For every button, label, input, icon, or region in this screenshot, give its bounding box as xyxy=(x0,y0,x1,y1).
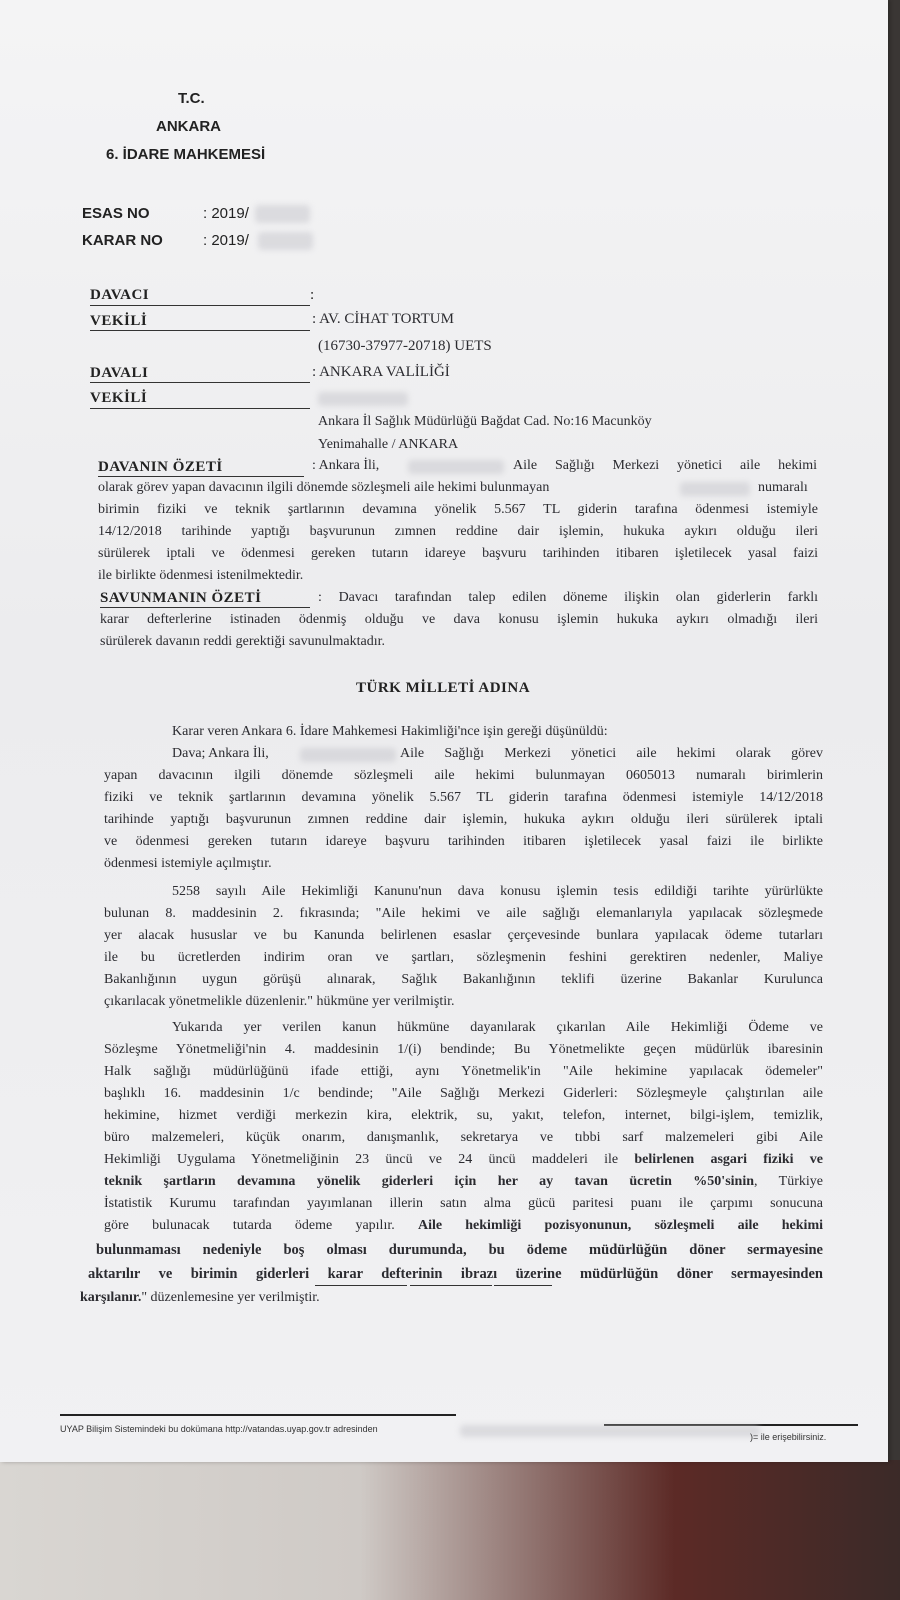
karar-no-label: KARAR NO xyxy=(82,232,163,249)
underline xyxy=(315,1285,407,1286)
bold-text-segment: Aile hekimliği pozisyonunun, sözleşmeli aile hekimi xyxy=(417,1218,823,1233)
header-city: ANKARA xyxy=(156,118,221,135)
background-surface xyxy=(0,1460,900,1600)
decision-text: 5258 sayılı Aile Hekimliği Kanunu'nun dava konusu işlemin tesis edildiği tarihte yürürlükte xyxy=(172,884,823,899)
section-title: TÜRK MİLLETİ ADINA xyxy=(356,680,531,696)
decision-p2-line1 xyxy=(172,884,823,900)
redaction xyxy=(408,460,504,474)
decision-text: büro malzemeleri, küçük onarım, danışmanlık, sekretarya ve tıbbi sarf malzemeleri gibi Aile xyxy=(104,1130,823,1145)
davali-label: DAVALI xyxy=(90,365,149,381)
decision-text: yer alacak hususlar ve bu Kanunda belirlenen esaslar çerçevesinde bunlara yapılacak ödeme tutarları xyxy=(104,928,823,943)
decision-p3-line7 xyxy=(104,1152,823,1168)
decision-text: hekimine, hizmet verdiği merkezin kira, elektrik, su, yakıt, telefon, internet, bilgi-işlem, temizlik, xyxy=(104,1108,823,1123)
davaci-vekili-label: VEKİLİ xyxy=(90,313,148,329)
decision-p2-line2 xyxy=(104,906,823,922)
summary-line-start: : Ankara İli, xyxy=(312,458,380,473)
davanin-ozeti-label: DAVANIN ÖZETİ xyxy=(98,459,223,475)
summary-line-6: ile birlikte ödenmesi istenilmektedir. xyxy=(98,568,304,583)
decision-text: ve ödenmesi gereken tutarın idareye başvuru tarihinden itibaren işletilecek yasal faizi ile birlikte xyxy=(104,834,823,849)
underline xyxy=(90,382,310,383)
summary-text: birimin fiziki ve teknik şartlarının devamına yönelik 5.567 TL giderin tarafına ödenmesi istemiyle xyxy=(98,502,818,517)
decision-p1-line6: ödenmesi istemiyle açılmıştır. xyxy=(104,856,272,871)
defense-line-3: sürülerek davanın reddi gerektiği savunulmaktadır. xyxy=(100,634,385,649)
text-segment: göre bulunacak tutarda ödeme yapılır. xyxy=(104,1218,418,1233)
summary-text: sürülerek iptali ve ödenmesi gereken tutarın idareye başvuru tarihinden itibaren işletilecek yasal faizi xyxy=(98,546,818,561)
bold-text-segment: teknik şartların devamına yönelik giderleri için her ay tavan ücretin %50'sinin xyxy=(104,1174,754,1189)
text-segment: , Türkiye xyxy=(754,1174,823,1189)
decision-text: aktarılır ve birimin giderleri karar defterinin ibrazı üzerine müdürlüğün döner sermayesinden xyxy=(88,1266,823,1282)
decision-text xyxy=(104,1218,823,1234)
decision-p3-line4 xyxy=(104,1086,823,1102)
underline xyxy=(98,476,304,477)
colon: : xyxy=(310,287,315,303)
decision-intro: Karar veren Ankara 6. İdare Mahkemesi Hakimliği'nce işin gereği düşünüldü: xyxy=(172,724,608,739)
summary-line-end xyxy=(513,458,817,474)
summary-line-3 xyxy=(98,502,818,518)
davaci-label: DAVACI xyxy=(90,287,150,303)
text-segment: " düzenlemesine yer verilmiştir. xyxy=(141,1290,320,1305)
defense-text: karar defterlerine istinaden ödenmiş olduğu ve dava konusu işlemin hukuka aykırı olmadığı ileri xyxy=(100,612,818,627)
underline xyxy=(410,1285,492,1286)
redaction xyxy=(258,232,313,250)
decision-p3-line1 xyxy=(172,1020,823,1036)
decision-p3-line6 xyxy=(104,1130,823,1146)
summary-text: Aile Sağlığı Merkezi yönetici aile hekimi xyxy=(513,458,817,473)
davali-address-line1: Ankara İl Sağlık Müdürlüğü Bağdat Cad. No:16 Macunköy xyxy=(318,414,652,429)
decision-p1-start: Dava; Ankara İli, xyxy=(172,746,269,761)
summary-text: 14/12/2018 tarihinde yaptığı başvurunun zımnen reddine dair işlemin, hukuka aykırı olduğu ileri xyxy=(98,524,818,539)
decision-text: fiziki ve teknik şartlarının devamına yönelik 5.567 TL giderin tarafına ödenmesi istemiyle 14/12/2018 xyxy=(104,790,823,805)
decision-p3-line10 xyxy=(104,1218,823,1234)
decision-text: başlıklı 16. maddesinin 1/c bendinde; "Aile Sağlığı Merkezi Giderleri: Sözleşmeyle çalıştırılan aile xyxy=(104,1086,823,1101)
decision-p2-line3 xyxy=(104,928,823,944)
davali-vekili-label: VEKİLİ xyxy=(90,390,148,406)
bold-text-segment: karşılanır. xyxy=(80,1290,142,1305)
text-segment: Hekimliği Uygulama Yönetmeliğinin 23 üncü ve 24 üncü maddeleri ile xyxy=(104,1152,635,1167)
decision-p1-line5 xyxy=(104,834,823,850)
redaction xyxy=(300,748,396,762)
underline xyxy=(90,408,310,409)
redaction xyxy=(460,1425,760,1437)
esas-no-value: : 2019/ xyxy=(203,205,249,222)
decision-p3-line12 xyxy=(88,1266,823,1283)
decision-text: Bakanlığının uygun görüşü alınarak, Sağlık Bakanlığının teklifi üzerine Bakanlar Kurulunca xyxy=(104,972,823,987)
decision-p1-end xyxy=(400,746,823,762)
underline xyxy=(90,330,310,331)
decision-p1-line4 xyxy=(104,812,823,828)
davaci-vekili-id: (16730-37977-20718) UETS xyxy=(318,338,492,354)
decision-text: ile bu ücretlerden indirim oran ve şartları, sözleşmenin feshini gerektiren nedenler, Maliye xyxy=(104,950,823,965)
decision-text: Yukarıda yer verilen kanun hükmüne dayanılarak çıkarılan Aile Hekimliği Ödeme ve xyxy=(172,1020,823,1035)
header-court: 6. İDARE MAHKEMESİ xyxy=(106,146,266,163)
decision-p2-line4 xyxy=(104,950,823,966)
defense-line-1 xyxy=(318,590,818,606)
decision-text: bulunmaması nedeniyle boş olması durumunda, bu ödeme müdürlüğün döner sermayesine xyxy=(96,1242,823,1258)
bold-text-segment: belirlenen asgari fiziki ve xyxy=(634,1152,823,1167)
header-tc: T.C. xyxy=(178,90,205,107)
footer-rule xyxy=(60,1414,456,1416)
decision-p3-line2 xyxy=(104,1042,823,1058)
decision-text: Sözleşme Yönetmeliği'nin 4. maddesinin 1/(i) bendinde; Bu Yönetmelikte geçen müdürlük ibaresinin xyxy=(104,1042,823,1057)
decision-p3-line5 xyxy=(104,1108,823,1124)
decision-p3-line13 xyxy=(80,1290,320,1306)
redaction xyxy=(680,482,750,496)
decision-text: İstatistik Kurumu tarafından yayımlanan illerin satın alma gücü paritesi puanı ile çarpımı sonucuna xyxy=(104,1196,823,1211)
decision-p3-line8 xyxy=(104,1174,823,1190)
savunmanin-ozeti-label: SAVUNMANIN ÖZETİ xyxy=(100,590,262,606)
underline xyxy=(90,305,310,306)
decision-text xyxy=(104,1152,823,1168)
decision-p3-line3 xyxy=(104,1064,823,1080)
decision-p3-line11 xyxy=(96,1242,823,1259)
redaction xyxy=(255,205,310,223)
davali-value: : ANKARA VALİLİĞİ xyxy=(312,364,450,380)
decision-text xyxy=(104,1174,823,1190)
decision-text: Halk sağlığı müdürlüğünü ifade ettiği, aynı Yönetmelik'in "Aile hekimine yapılacak ödemeler" xyxy=(104,1064,823,1079)
footer-text: UYAP Bilişim Sistemindeki bu dokümana http://vatandas.uyap.gov.tr adresinden xyxy=(60,1424,378,1434)
decision-p3-line9 xyxy=(104,1196,823,1212)
decision-p1-line3 xyxy=(104,790,823,806)
summary-line-2b: numaralı xyxy=(758,480,808,495)
decision-text: Aile Sağlığı Merkezi yönetici aile hekimi olarak görev xyxy=(400,746,823,761)
redaction xyxy=(318,392,408,406)
defense-text: : Davacı tarafından talep edilen döneme ilişkin olan giderlerin farklı xyxy=(318,590,818,605)
defense-line-2 xyxy=(100,612,818,628)
decision-text: bulunan 8. maddesinin 2. fıkrasında; "Aile hekimi ve aile sağlığı elemanlarıyla yapılacak sözleşmede xyxy=(104,906,823,921)
decision-p2-line6: çıkarılacak yönetmelikle düzenlenir." hükmüne yer verilmiştir. xyxy=(104,994,455,1009)
decision-p1-line2 xyxy=(104,768,823,784)
davali-address-line2: Yenimahalle / ANKARA xyxy=(318,437,459,452)
decision-p2-line5 xyxy=(104,972,823,988)
esas-no-label: ESAS NO xyxy=(82,205,150,222)
karar-no-value: : 2019/ xyxy=(203,232,249,249)
summary-line-5 xyxy=(98,546,818,562)
summary-line-2a: olarak görev yapan davacının ilgili dönemde sözleşmeli aile hekimi bulunmayan xyxy=(98,480,550,495)
underline xyxy=(494,1285,552,1286)
decision-text: tarihinde yaptığı başvurunun zımnen reddine dair işlemin, hukuka aykırı olduğu ileri sürülerek iptali xyxy=(104,812,823,827)
underline xyxy=(100,607,310,608)
summary-line-4 xyxy=(98,524,818,540)
footer-end-text: )= ile erişebilirsiniz. xyxy=(750,1432,827,1442)
davaci-vekili-value: : AV. CİHAT TORTUM xyxy=(312,311,454,327)
decision-text: yapan davacının ilgili dönemde sözleşmeli aile hekimi bulunmayan 0605013 numaralı birimlerin xyxy=(104,768,823,783)
